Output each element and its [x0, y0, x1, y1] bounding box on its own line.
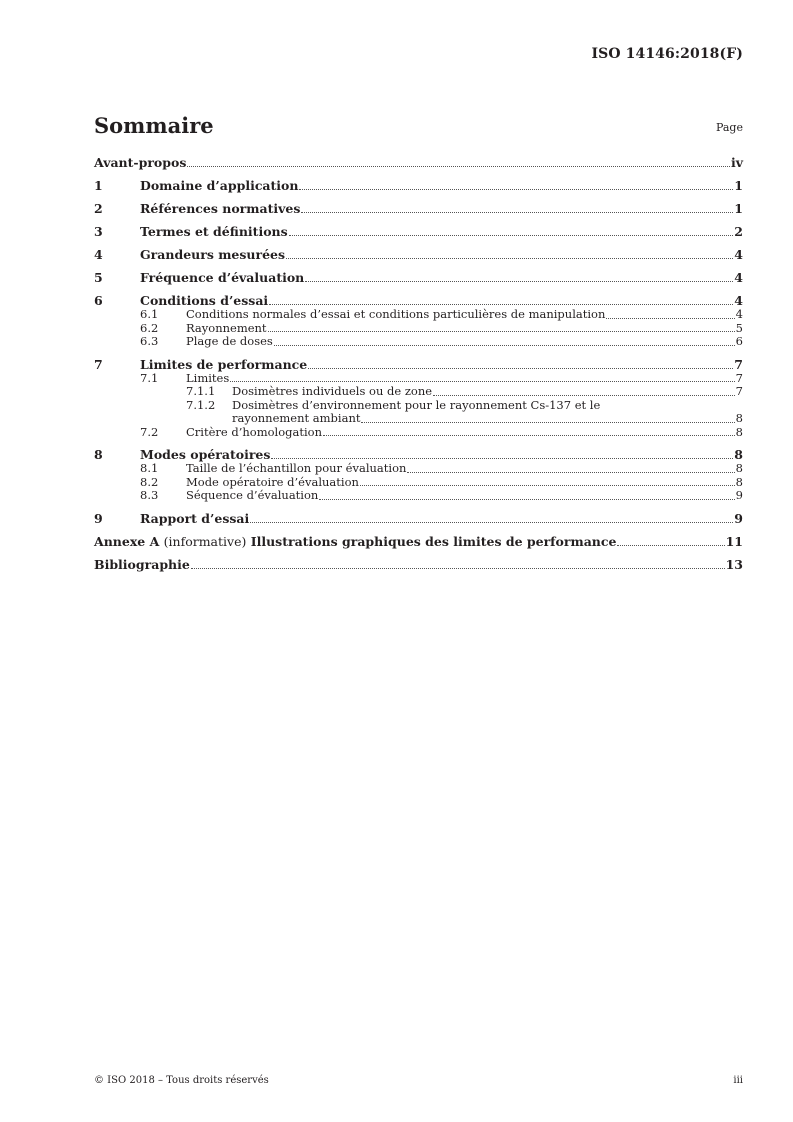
toc-entry-label: Conditions normales d’essai et conditions particulières de manipulation: [186, 307, 606, 321]
toc-entry-page: 11: [725, 533, 743, 549]
toc-entry-label: Mode opératoire d’évaluation: [186, 474, 359, 489]
toc-entry-label: Modes opératoires: [140, 447, 271, 462]
toc-entry-number: 5: [94, 270, 103, 285]
toc-entry-8[interactable]: [94, 448, 743, 462]
toc-entry-label: Limites de performance: [140, 356, 308, 372]
dot-leader: [269, 304, 733, 305]
toc-entry-annex-a[interactable]: [94, 535, 743, 549]
toc-entry-number: 7.1.2: [186, 397, 216, 412]
toc-entry-9[interactable]: [94, 512, 743, 526]
toc-entry-number: 2: [94, 201, 103, 216]
toc-entry-page: 6: [735, 334, 743, 348]
dot-leader: [319, 499, 734, 500]
dot-leader: [323, 435, 735, 436]
dot-leader: [617, 545, 724, 546]
dot-leader: [289, 235, 734, 236]
dot-leader: [271, 458, 733, 459]
toc-entry-7-1-1[interactable]: [94, 385, 743, 399]
toc-entry-label: Séquence d’évaluation: [186, 488, 319, 502]
table-of-contents: [94, 156, 743, 572]
toc-entry-number: 6.2: [140, 320, 159, 335]
toc-entry-7[interactable]: [94, 358, 743, 372]
toc-entry-label: Limites: [186, 370, 230, 385]
dot-leader: [407, 472, 734, 473]
toc-entry-page: 1: [734, 178, 743, 193]
toc-entry-number: 4: [94, 247, 103, 262]
toc-entry-label: Bibliographie: [94, 556, 190, 572]
toc-entry-7-1-2[interactable]: [94, 399, 743, 426]
dot-leader: [250, 522, 733, 523]
toc-entry-label: Dosimètres individuels ou de zone: [232, 384, 433, 398]
toc-entry-6[interactable]: [94, 294, 743, 308]
toc-entry-8-2[interactable]: [94, 476, 743, 490]
toc-entry-label: [94, 535, 616, 549]
document-id: ISO 14146:2018(F): [591, 46, 743, 62]
footer-copyright: © ISO 2018 – Tous droits réservés: [94, 1075, 269, 1086]
dot-leader: [268, 331, 735, 332]
toc-entry-number: 7: [94, 356, 103, 372]
dot-leader: [301, 212, 733, 213]
annex-note: (informative): [163, 533, 247, 549]
toc-entry-page: 7: [735, 384, 743, 398]
toc-entry-number: 8.3: [140, 488, 159, 502]
toc-entry-1[interactable]: [94, 179, 743, 193]
toc-entry-8-3[interactable]: [94, 489, 743, 503]
toc-entry-page: 8: [735, 411, 743, 425]
dot-leader: [360, 485, 735, 486]
toc-entry-label: Avant-propos: [94, 155, 187, 170]
toc-entry-page: iv: [730, 155, 743, 170]
toc-entry-label: Références normatives: [140, 201, 301, 216]
dot-leader: [305, 281, 733, 282]
toc-entry-2[interactable]: [94, 202, 743, 216]
toc-entry-number: 6: [94, 293, 103, 308]
toc-entry-label: Plage de doses: [186, 334, 273, 348]
toc-entry-4[interactable]: [94, 248, 743, 262]
dot-leader: [286, 258, 733, 259]
toc-entry-label: Rapport d’essai: [140, 510, 250, 526]
toc-entry-7-2[interactable]: [94, 426, 743, 440]
dot-leader: [433, 395, 735, 396]
toc-entry-page: 1: [734, 201, 743, 216]
toc-title: Sommaire: [94, 113, 214, 138]
toc-entry-page: 7: [734, 356, 743, 372]
toc-entry-avant-propos[interactable]: [94, 156, 743, 170]
toc-entry-label-multiline: [232, 399, 743, 426]
page-column-label: Page: [715, 121, 743, 134]
toc-entry-label: Rayonnement: [186, 320, 267, 335]
toc-entry-page: 8: [735, 424, 743, 439]
toc-entry-number: 6.3: [140, 334, 159, 348]
dot-leader: [299, 189, 733, 190]
toc-entry-page: 4: [734, 247, 743, 262]
toc-entry-6-2[interactable]: [94, 322, 743, 336]
toc-entry-page: 2: [734, 224, 743, 239]
toc-entry-label: Termes et définitions: [140, 224, 288, 239]
toc-entry-number: 1: [94, 178, 103, 193]
dot-leader: [361, 422, 734, 423]
toc-entry-page: 5: [735, 320, 743, 335]
toc-entry-label: Critère d’homologation: [186, 424, 322, 439]
toc-entry-bibliographie[interactable]: [94, 558, 743, 572]
toc-entry-page: 9: [735, 488, 743, 502]
toc-entry-3[interactable]: [94, 225, 743, 239]
toc-entry-label-line-2: rayonnement ambiant: [232, 411, 361, 425]
toc-entry-6-1[interactable]: [94, 308, 743, 322]
annex-prefix: Annexe A: [94, 533, 160, 549]
dot-leader: [230, 381, 734, 382]
toc-entry-page: 9: [734, 510, 743, 526]
toc-entry-page: 13: [725, 556, 743, 572]
toc-entry-page: 4: [734, 293, 743, 308]
toc-entry-number: 7.1: [140, 370, 159, 385]
toc-entry-5[interactable]: [94, 271, 743, 285]
toc-entry-number: 6.1: [140, 307, 159, 321]
toc-entry-6-3[interactable]: [94, 335, 743, 349]
toc-entry-number: 8.1: [140, 461, 159, 475]
toc-entry-page: 8: [734, 447, 743, 462]
dot-leader: [606, 318, 734, 319]
toc-entry-number: 7.1.1: [186, 384, 216, 398]
toc-entry-number: 8.2: [140, 474, 159, 489]
toc-entry-number: 8: [94, 447, 103, 462]
footer-page-number: iii: [733, 1075, 743, 1086]
toc-entry-label: Taille de l’échantillon pour évaluation: [186, 461, 407, 475]
toc-entry-label: Fréquence d’évaluation: [140, 270, 305, 285]
toc-entry-page: 8: [735, 461, 743, 475]
toc-entry-number: 7.2: [140, 424, 159, 439]
toc-entry-last-line: [232, 412, 743, 426]
toc-entry-page: 7: [735, 370, 743, 385]
dot-leader: [187, 166, 730, 167]
annex-title: Illustrations graphiques des limites de performance: [250, 533, 617, 549]
toc-entry-label-line-1: Dosimètres d’environnement pour le rayonnement Cs-137 et le: [232, 397, 601, 412]
toc-entry-7-1[interactable]: [94, 372, 743, 386]
toc-entry-number: 3: [94, 224, 103, 239]
toc-entry-page: 4: [734, 270, 743, 285]
dot-leader: [191, 568, 725, 569]
dot-leader: [274, 345, 735, 346]
toc-entry-page: 4: [735, 307, 743, 321]
toc-entry-label: Domaine d’application: [140, 178, 299, 193]
toc-entry-8-1[interactable]: [94, 462, 743, 476]
toc-entry-page: 8: [735, 474, 743, 489]
toc-entry-number: 9: [94, 510, 103, 526]
toc-entry-label: Conditions d’essai: [140, 293, 269, 308]
toc-entry-label: Grandeurs mesurées: [140, 247, 286, 262]
dot-leader: [308, 368, 733, 369]
